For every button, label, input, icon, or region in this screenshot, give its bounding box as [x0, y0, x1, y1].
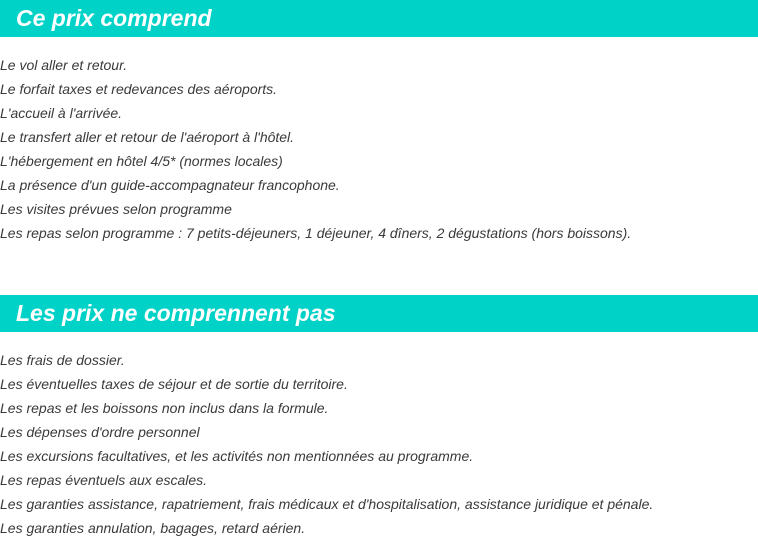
included-item: Les visites prévues selon programme	[0, 201, 232, 217]
excluded-section-title: Les prix ne comprennent pas	[0, 295, 758, 332]
excluded-item: Les frais de dossier.	[0, 352, 125, 368]
excluded-item: Les garanties annulation, bagages, retard aérien.	[0, 520, 306, 536]
excluded-item: Les garanties assistance, rapatriement, frais médicaux et d'hospitalisation, assistance juridique et pénale.	[0, 496, 654, 512]
excluded-item: Les repas éventuels aux escales.	[0, 472, 208, 488]
excluded-item: Les éventuelles taxes de séjour et de sortie du territoire.	[0, 376, 348, 392]
excluded-item: Les repas et les boissons non inclus dans la formule.	[0, 400, 329, 416]
excluded-list	[0, 348, 758, 540]
included-item: Les repas selon programme : 7 petits-déjeuners, 1 déjeuner, 4 dîners, 2 dégustations (hors boissons).	[0, 225, 632, 241]
included-item: L'accueil à l'arrivée.	[0, 105, 123, 121]
included-item: Le transfert aller et retour de l'aéroport à l'hôtel.	[0, 129, 295, 145]
included-item: La présence d'un guide-accompagnateur francophone.	[0, 177, 340, 193]
included-list	[0, 53, 758, 245]
included-item: L'hébergement en hôtel 4/5* (normes locales)	[0, 153, 283, 169]
included-item: Le vol aller et retour.	[0, 57, 128, 73]
excluded-item: Les excursions facultatives, et les activités non mentionnées au programme.	[0, 448, 474, 464]
excluded-item: Les dépenses d'ordre personnel	[0, 424, 200, 440]
included-item: Le forfait taxes et redevances des aéroports.	[0, 81, 278, 97]
included-section-title: Ce prix comprend	[0, 0, 758, 37]
